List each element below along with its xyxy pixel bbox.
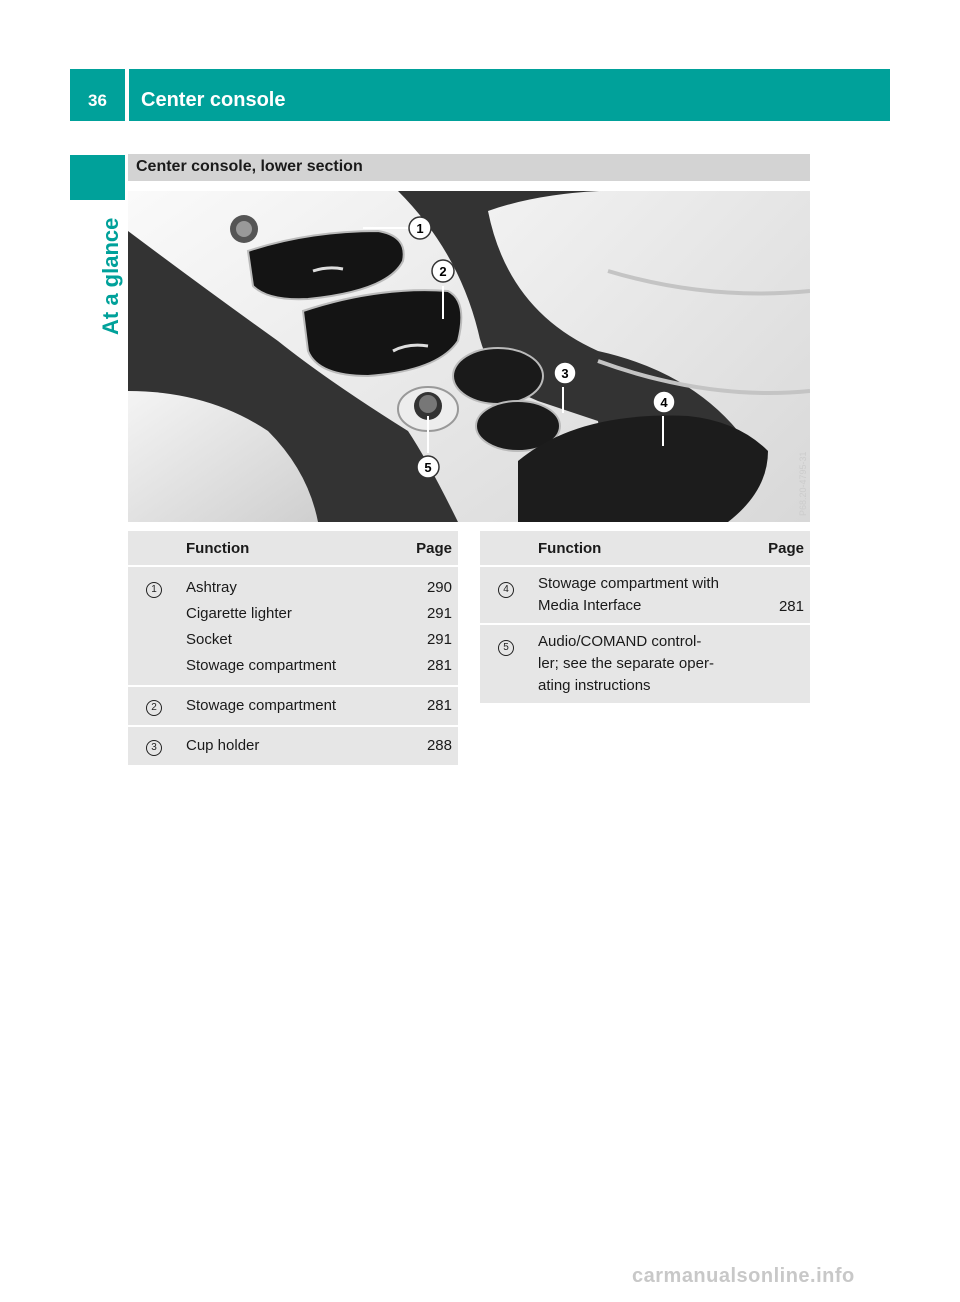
console-illustration xyxy=(128,191,810,522)
callout-marker: 3 xyxy=(146,740,162,756)
callout-1 xyxy=(409,217,431,239)
table-row xyxy=(128,686,458,726)
callout-5 xyxy=(417,456,439,478)
page-title: Center console xyxy=(129,69,890,121)
table-header xyxy=(128,531,458,566)
callout-3 xyxy=(554,362,576,384)
page-ref: 281 xyxy=(426,657,452,674)
svg-text:5: 5 xyxy=(424,460,432,475)
page-ref: 291 xyxy=(426,631,452,648)
function-text: Media Interface xyxy=(538,597,642,614)
function-table-left xyxy=(128,531,458,765)
page-ref: 288 xyxy=(426,737,452,754)
page-ref: 290 xyxy=(426,579,452,596)
table-row xyxy=(480,566,810,624)
figure-code: P68.20-4795-31 xyxy=(798,451,808,516)
callout-marker: 5 xyxy=(498,640,514,656)
function-text: Socket xyxy=(186,631,232,648)
table-header xyxy=(480,531,810,566)
svg-text:3: 3 xyxy=(561,366,569,381)
function-text: Stowage compartment xyxy=(186,657,337,674)
function-text: ler; see the separate oper- xyxy=(538,655,714,672)
page-ref xyxy=(755,624,810,703)
callout-4 xyxy=(653,391,675,413)
page-number: 36 xyxy=(70,69,125,121)
page-ref: 281 xyxy=(755,566,810,624)
side-tab-marker xyxy=(70,155,125,200)
function-table-right xyxy=(480,531,810,703)
callout-2 xyxy=(432,260,454,282)
section-heading: Center console, lower section xyxy=(128,154,810,181)
function-text: Ashtray xyxy=(186,579,237,596)
svg-text:2: 2 xyxy=(439,264,447,279)
function-text: Stowage compartment with xyxy=(538,575,719,592)
table-row xyxy=(480,624,810,703)
side-tab xyxy=(70,205,125,345)
function-text: ating instructions xyxy=(538,677,651,694)
callout-marker: 4 xyxy=(498,582,514,598)
table-row xyxy=(128,566,458,686)
function-text: Cup holder xyxy=(186,737,260,754)
header-function: Function xyxy=(532,531,755,566)
side-tab-label: At a glance xyxy=(98,217,123,335)
header-function: Function xyxy=(180,531,395,566)
page-ref: 281 xyxy=(426,697,452,714)
table-row xyxy=(128,726,458,765)
header-page: Page xyxy=(755,531,810,566)
callout-marker: 2 xyxy=(146,700,162,716)
watermark: carmanualsonline.info xyxy=(632,1265,855,1287)
svg-text:1: 1 xyxy=(416,221,424,236)
function-text: Audio/COMAND control- xyxy=(538,633,702,650)
svg-text:4: 4 xyxy=(660,395,668,410)
header-page: Page xyxy=(395,531,458,566)
page-ref: 291 xyxy=(426,605,452,622)
center-console-photo xyxy=(128,191,810,522)
function-text: Cigarette lighter xyxy=(186,605,292,622)
function-text: Stowage compartment xyxy=(186,697,337,714)
callout-marker: 1 xyxy=(146,582,162,598)
